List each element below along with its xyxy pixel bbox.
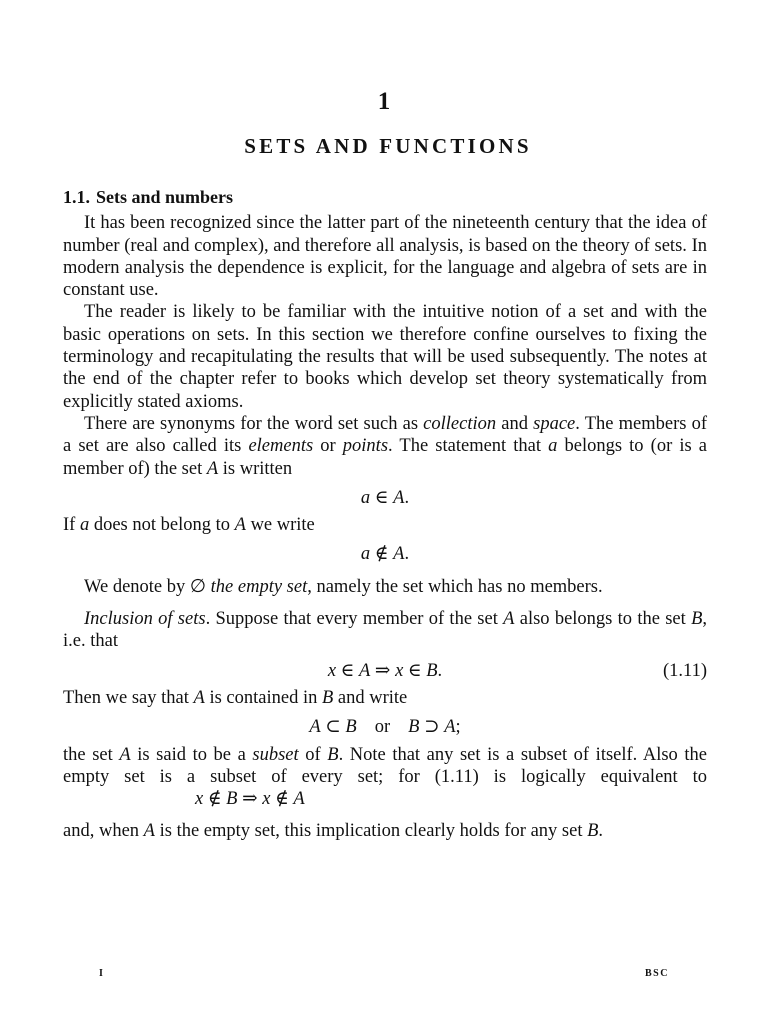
- paragraph-9: and, when A is the empty set, this implication clearly holds for any set B.: [63, 821, 604, 842]
- paragraph-1: It has been recognized since the latter part of the nineteenth century that the idea of number (real and complex), and therefore all analysis, is based on the theory of sets. In modern analysis the dependence is explicit, for the language and algebra of sets are in constant use.: [63, 213, 707, 301]
- equation-1-11: x ∈ A ⇒ x ∈ B. (1.11): [327, 660, 707, 681]
- paragraph-7: Then we say that A is contained in B and write: [63, 687, 408, 708]
- equation-contrapositive: x ∉ B ⇒ x ∉ A: [195, 789, 305, 810]
- page-body: [63, 186, 707, 843]
- paragraph-5: We denote by ∅ the empty set, namely the set which has no members.: [84, 576, 603, 597]
- equation-non-membership: a ∉ A.: [360, 544, 410, 565]
- equation-number: (1.11): [662, 660, 707, 681]
- printer-mark: BSC: [645, 968, 669, 979]
- equation-membership: a ∈ A.: [360, 487, 410, 508]
- paragraph-3: There are synonyms for the word set such as collection and space. The members of a set are also called its elements or points. The statement that a belongs to (or is a member of) the set A is written: [63, 413, 708, 479]
- signature-mark: I: [99, 968, 105, 979]
- paragraph-8: the set A is said to be a subset of B. Note that any set is a subset of itself. Also the empty set is a subset of every set; for (1.11) is logically equivalent tox ∉ B ⇒ x ∉ A: [63, 744, 707, 810]
- chapter-number: 1: [377, 88, 391, 115]
- paragraph-6: Inclusion of sets. Suppose that every member of the set A also belongs to the set B, i.e. that: [63, 609, 707, 652]
- section-heading: [63, 186, 707, 208]
- paragraph-2: The reader is likely to be familiar with the intuitive notion of a set and with the basic operations on sets. In this section we therefore confine ourselves to fixing the terminology and recapitulating the results that will be used subsequently. The notes at the end of the chapter refer to books which develop set theory systematically from explicitly stated axioms.: [63, 302, 707, 412]
- equation-inclusion: A ⊂ B or B ⊃ A;: [309, 717, 461, 738]
- section-number: 1.1.: [63, 187, 90, 207]
- section-title: Sets and numbers: [96, 187, 234, 207]
- paragraph-4: If a does not belong to A we write: [63, 515, 315, 536]
- chapter-title: SETS AND FUNCTIONS: [244, 134, 532, 158]
